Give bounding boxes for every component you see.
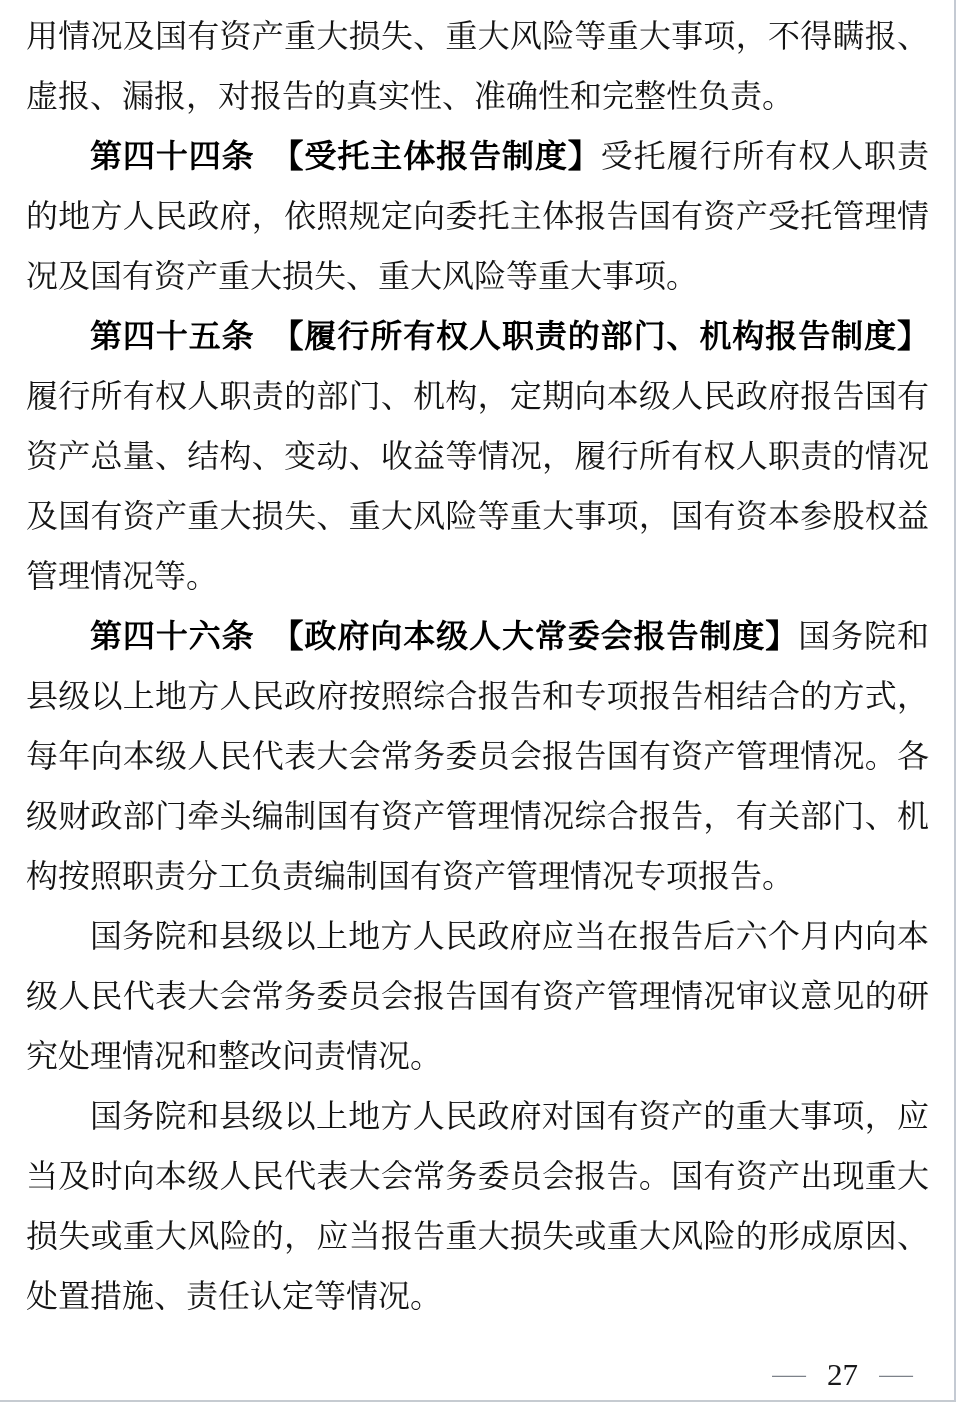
- text-line: 究处理情况和整改问责情况。: [26, 1038, 443, 1074]
- text-line: 国务院和县级以上地方人民政府应当在报告后六个月内向本: [90, 918, 929, 954]
- article-heading: 第四十六条 【政府向本级人大常委会报告制度】: [90, 618, 799, 654]
- page-number: 27: [827, 1357, 858, 1392]
- text-line: 履行所有权人职责的部门、机构，定期向本级人民政府报告国有: [26, 378, 929, 414]
- text-line: 级财政部门牵头编制国有资产管理情况综合报告，有关部门、机: [26, 798, 929, 834]
- text-line: 损失或重大风险的，应当报告重大损失或重大风险的形成原因、: [26, 1218, 929, 1254]
- text-line: 管理情况等。: [26, 558, 219, 594]
- text-line: 况及国有资产重大损失、重大风险等重大事项。: [26, 258, 699, 294]
- page-footer: [772, 1357, 913, 1392]
- text-line: 及国有资产重大损失、重大风险等重大事项，国有资本参股权益: [26, 498, 929, 534]
- text-line: 构按照职责分工负责编制国有资产管理情况专项报告。: [26, 858, 795, 894]
- article-heading: 第四十五条 【履行所有权人职责的部门、机构报告制度】: [90, 318, 929, 354]
- text-line: 级人民代表大会常务委员会报告国有资产管理情况审议意见的研: [26, 978, 929, 1014]
- article-line: [26, 306, 929, 366]
- article-line: 第四十六条 【政府向本级人大常委会报告制度】国务院和: [90, 618, 929, 654]
- text-line: 的地方人民政府，依照规定向委托主体报告国有资产受托管理情: [26, 198, 929, 234]
- text-line: 每年向本级人民代表大会常务委员会报告国有资产管理情况。各: [26, 738, 929, 774]
- text-line: 当及时向本级人民代表大会常务委员会报告。国有资产出现重大: [26, 1158, 929, 1194]
- text-line: 用情况及国有资产重大损失、重大风险等重大事项，不得瞒报、: [26, 18, 929, 54]
- article-line: 第四十四条 【受托主体报告制度】受托履行所有权人职责: [90, 138, 929, 174]
- text-line: 县级以上地方人民政府按照综合报告和专项报告相结合的方式，: [26, 678, 929, 714]
- footer-dash-left: —: [772, 1361, 806, 1388]
- text-line: 虚报、漏报，对报告的真实性、准确性和完整性负责。: [26, 78, 795, 114]
- text-line: 资产总量、结构、变动、收益等情况，履行所有权人职责的情况: [26, 438, 929, 474]
- text-line: 国务院和县级以上地方人民政府对国有资产的重大事项，应: [90, 1098, 929, 1134]
- footer-dash-right: —: [879, 1361, 913, 1388]
- article-heading: 第四十四条 【受托主体报告制度】: [90, 138, 601, 174]
- text-line: 处置措施、责任认定等情况。: [26, 1278, 443, 1314]
